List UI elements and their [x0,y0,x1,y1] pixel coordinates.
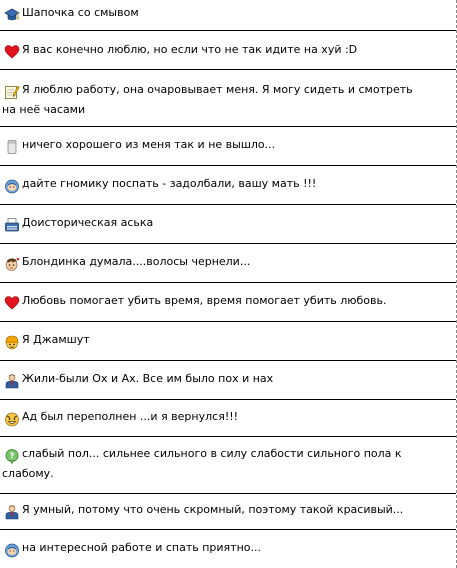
status-text: ничего хорошего из меня так и не вышло... [22,138,276,151]
status-text: Ад был переполнен ...и я вернулся!!! [22,410,239,423]
typewriter-icon [4,217,20,233]
gnome-face-icon [4,178,20,194]
heart-icon [4,44,20,60]
status-text: Я Джамшут [22,333,90,346]
status-item[interactable] [0,0,456,31]
status-text: дайте гномику поспать - задолбали, вашу мать !!! [22,177,317,190]
status-item[interactable] [0,205,456,244]
status-item[interactable] [0,437,456,494]
grinning-face-icon [4,411,20,427]
businessman-icon [4,373,20,389]
status-text: Я вас конечно люблю, но если что не так идите на хуй :D [22,43,358,56]
status-text: слабый пол... сильнее сильного в силу слабости сильного пола к [22,447,402,460]
status-item[interactable] [0,127,456,166]
status-item[interactable] [0,530,456,568]
businessman-icon [4,504,20,520]
notepad-pencil-icon [4,84,20,100]
question-bubble-icon [4,448,20,464]
heart-icon [4,295,20,311]
status-text: Блондинка думала....волосы чернели... [22,255,251,268]
status-text: Я люблю работу, она очаровывает меня. Я могу сидеть и смотреть [22,83,413,96]
status-item[interactable] [0,70,456,127]
status-item[interactable] [0,322,456,361]
status-item[interactable] [0,31,456,70]
status-item[interactable] [0,494,456,530]
gnome-face-icon [4,542,20,558]
status-text: на интересной работе и спать приятно... [22,541,261,554]
status-text-continued: слабому. [2,467,54,480]
status-item[interactable] [0,283,456,322]
blonde-face-icon [4,256,20,272]
status-item[interactable] [0,361,456,400]
paper-scroll-icon [4,139,20,155]
svg-text:?: ? [9,451,15,461]
status-text: Я умный, потому что очень скромный, поэтому такой красивый... [22,503,404,516]
graduation-cap-icon [4,7,20,23]
status-item[interactable] [0,400,456,437]
status-text-continued: на неё часами [2,103,86,116]
status-text: Шапочка со смывом [22,6,139,19]
status-item[interactable] [0,166,456,205]
status-text: Жили-были Ох и Ах. Все им было пох и нах [22,372,274,385]
status-text: Доисторическая аська [22,216,154,229]
hardhat-face-icon [4,334,20,350]
status-item[interactable] [0,244,456,283]
status-text: Любовь помогает убить время, время помогает убить любовь. [22,294,387,307]
